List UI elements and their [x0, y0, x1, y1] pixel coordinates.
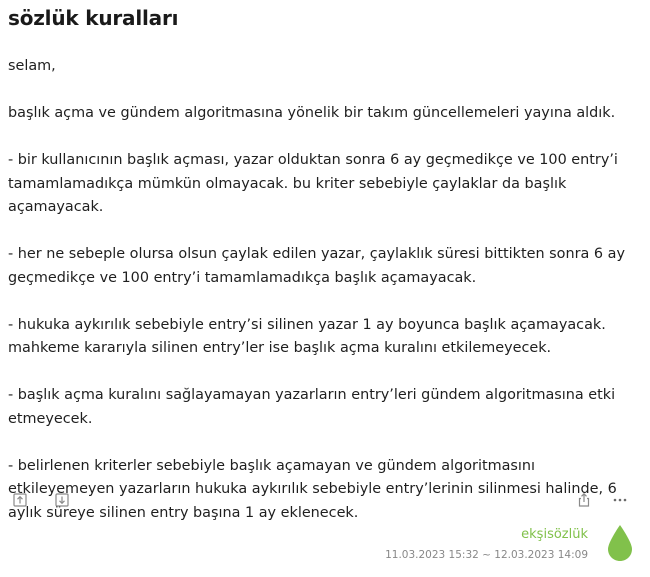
share-icon[interactable] [576, 492, 592, 508]
entry-paragraph: - belirlenen kriterler sebebiyle başlık açamayan ve gündem algoritmasını etkileyemeyen yazarların hukuka aykırılık sebebiyle entry’lerinin silinmesi halinde, 6 aylık süreye silinen entry başına 1 ay eklenecek. [8, 457, 617, 521]
entry-paragraph: - her ne sebeple olursa olsun çaylak edilen yazar, çaylaklık süresi bittikten sonra 6 ay geçmedikçe ve 100 entry’i tamamlamadıkça başlık açamayacak. [8, 246, 625, 286]
author-link[interactable]: ekşisözlük [521, 527, 588, 542]
entry-paragraph: başlık açma ve gündem algoritmasına yönelik bir takım güncellemeleri yayına aldık. [8, 105, 616, 121]
entry-paragraph: - hukuka aykırılık sebebiyle entry’si silinen yazar 1 ay boyunca başlık açamayacak. mahkeme kararıyla silinen entry’ler ise başlık açma kuralını etkilemeyecek. [8, 316, 606, 356]
more-options-icon[interactable] [612, 492, 628, 508]
vote-actions [12, 492, 70, 508]
entry-footer [385, 526, 588, 562]
downvote-icon[interactable] [54, 492, 70, 508]
upvote-icon[interactable] [12, 492, 28, 508]
author-avatar[interactable] [606, 524, 634, 562]
entry-dates[interactable]: 11.03.2023 15:32 ~ 12.03.2023 14:09 [385, 549, 588, 561]
entry-title[interactable]: sözlük kuralları [8, 6, 179, 30]
entry-actions [576, 492, 628, 508]
entry-content [8, 55, 644, 549]
entry-paragraph: selam, [8, 58, 56, 74]
entry-paragraph: - bir kullanıcının başlık açması, yazar olduktan sonra 6 ay geçmedikçe ve 100 entry’i tamamlamadıkça mümkün olmayacak. bu kriter sebebiyle çaylaklar da başlık açamayacak. [8, 152, 618, 215]
entry-paragraph: - başlık açma kuralını sağlayamayan yazarların entry’leri gündem algoritmasına etki etmeyecek. [8, 387, 616, 427]
